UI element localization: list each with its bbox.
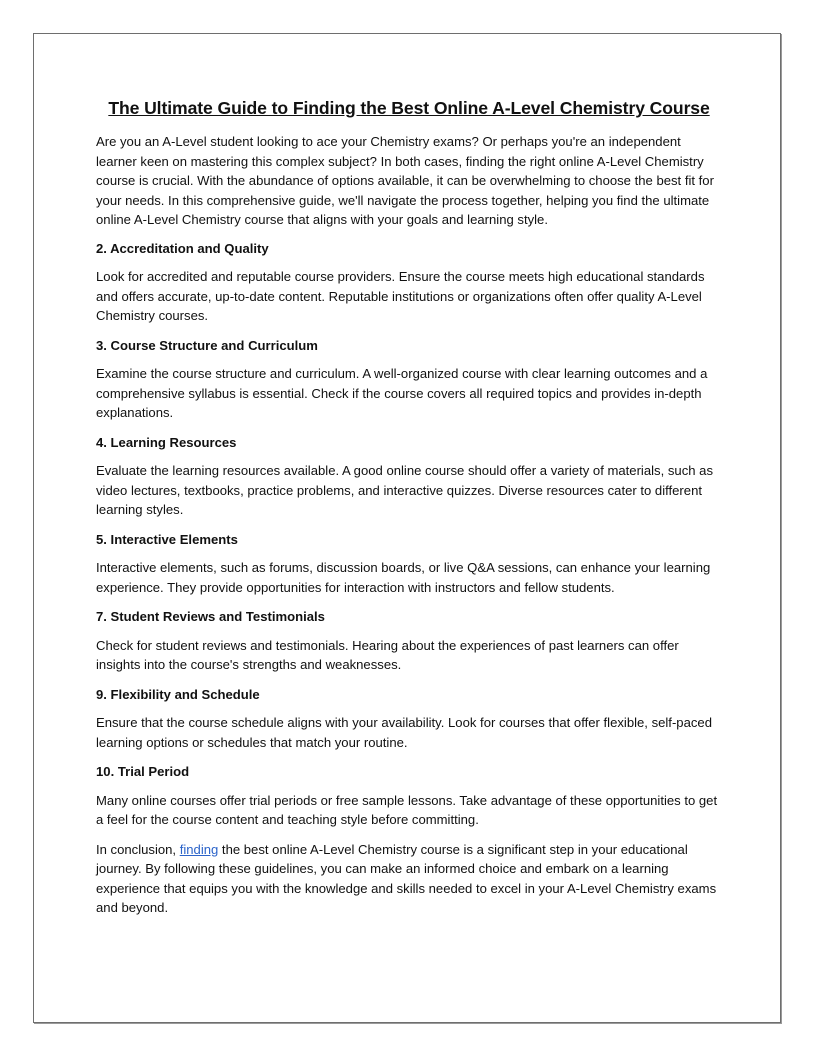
section-heading-student-reviews: 7. Student Reviews and Testimonials — [96, 609, 325, 624]
conclusion-text-end: the best online A-Level Chemistry course is a significant step in your educational journey. By following these guidelines, you can make an informed choice and embark on a learning experience that equips you with the knowledge and skills needed to excel in your A-Level Chemistry exams and beyond. — [96, 841, 717, 915]
conclusion-text-start: In conclusion, — [96, 841, 180, 857]
section-body-accreditation: Look for accredited and reputable course providers. Ensure the course meets high educational standards and offers accurate, up-to-date content. Reputable institutions or organizations often offer quality A-Level Chemistry courses. — [96, 269, 705, 323]
section-heading-interactive-elements: 5. Interactive Elements — [96, 531, 238, 547]
section-body-interactive-elements: Interactive elements, such as forums, discussion boards, or live Q&A sessions, can enhance your learning experience. They provide opportunities for interaction with instructors and fellow students. — [96, 560, 711, 595]
finding-link[interactable]: finding — [179, 841, 219, 857]
section-body-flexibility: Ensure that the course schedule aligns with your availability. Look for courses that offer flexible, self-paced learning options or schedules that match your routine. — [96, 715, 712, 750]
section-heading-accreditation: 2. Accreditation and Quality — [96, 240, 269, 256]
section-body-learning-resources: Evaluate the learning resources available. A good online course should offer a variety of materials, such as video lectures, textbooks, practice problems, and interactive quizzes. Diverse resources cater to different learning styles. — [96, 463, 713, 517]
document-title: The Ultimate Guide to Finding the Best Online A-Level Chemistry Course — [108, 98, 710, 118]
section-heading-trial-period: 10. Trial Period — [96, 764, 190, 779]
section-body-course-structure: Examine the course structure and curriculum. A well-organized course with clear learning outcomes and a comprehensive syllabus is essential. Check if the course covers all required topics and provides in-depth explanations. — [96, 366, 708, 420]
intro-paragraph: Are you an A-Level student looking to ace your Chemistry exams? Or perhaps you're an independent learner keen on mastering this complex subject? In both cases, finding the right online A-Level Chemistry course is crucial. With the abundance of options available, it can be overwhelming to choose the best fit for your needs. In this comprehensive guide, we'll navigate the process together, helping you find the ultimate online A-Level Chemistry course that aligns with your goals and learning style. — [96, 134, 714, 227]
section-heading-flexibility: 9. Flexibility and Schedule — [96, 686, 260, 702]
section-heading-course-structure: 3. Course Structure and Curriculum — [96, 337, 318, 353]
section-body-trial-period: Many online courses offer trial periods or free sample lessons. Take advantage of these opportunities to get a feel for the course content and teaching style before committing. — [96, 792, 718, 827]
section-heading-learning-resources: 4. Learning Resources — [96, 434, 237, 450]
conclusion-paragraph — [96, 840, 722, 918]
section-body-student-reviews: Check for student reviews and testimonials. Hearing about the experiences of past learners can offer insights into the course's strengths and weaknesses. — [96, 637, 679, 672]
document-content — [96, 96, 722, 928]
